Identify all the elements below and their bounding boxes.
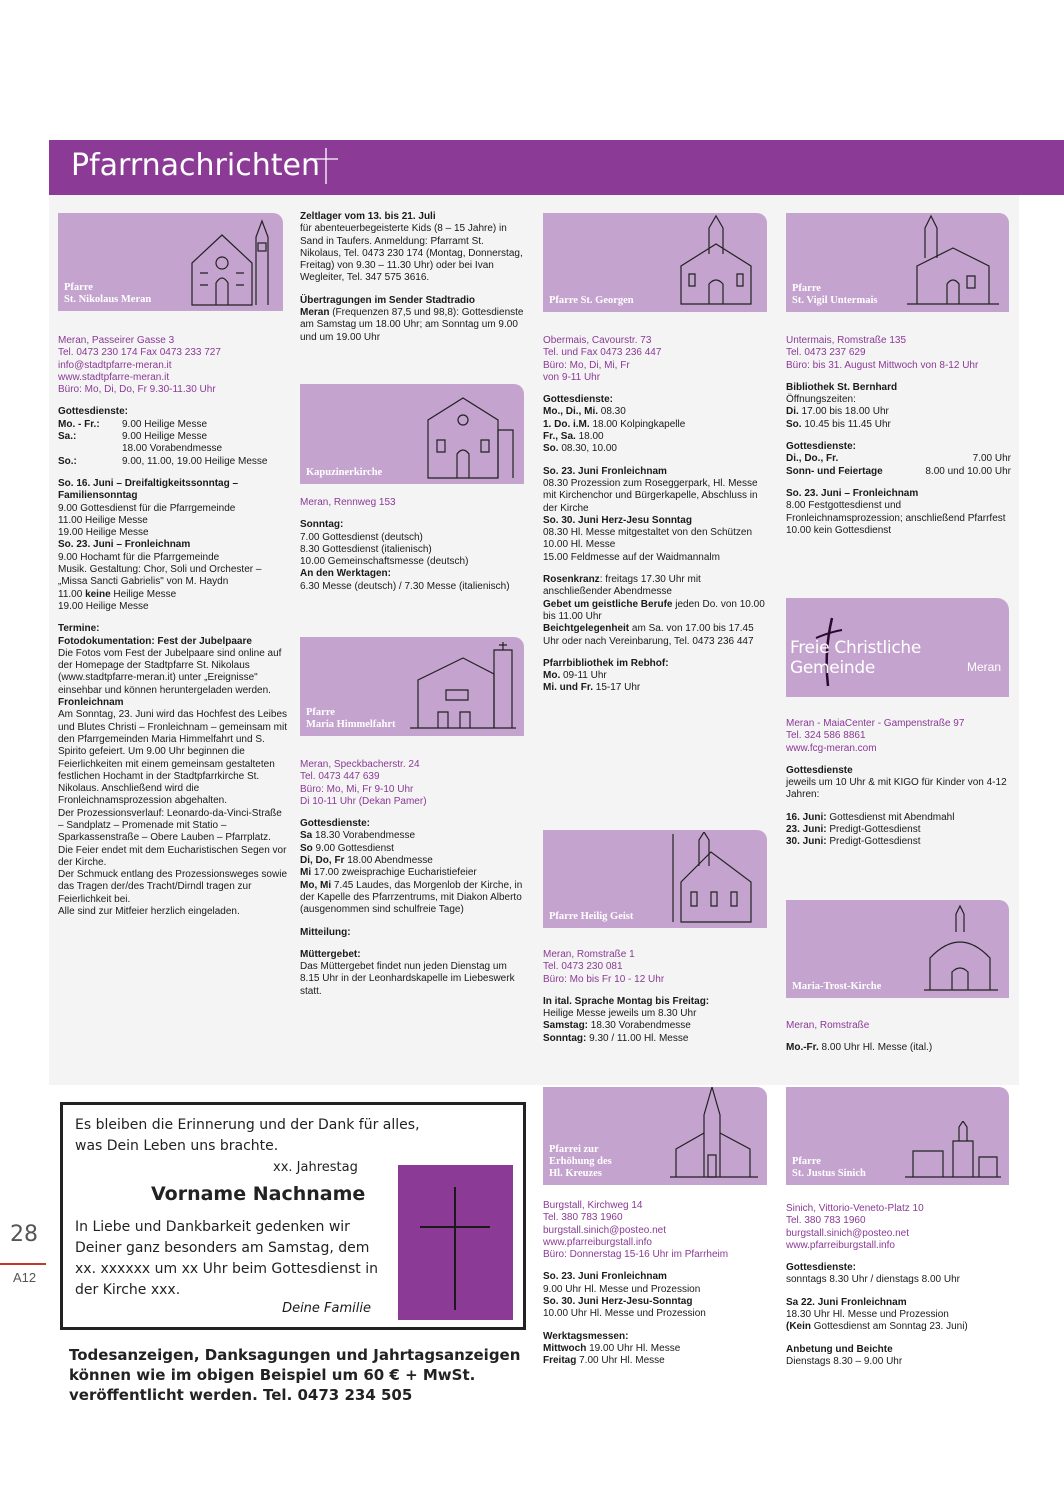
page-number: 28 — [10, 1222, 38, 1247]
schedule-row: 16. Juni: Gottesdienst mit Abendmahl — [786, 811, 955, 823]
ad-cross-panel — [398, 1165, 513, 1320]
paragraph: 8.00 Festgottesdienst und Fronleichnamsprozession; anschließend Pfarrfest — [786, 500, 1006, 524]
parish-box-maria-trost — [786, 900, 1009, 998]
address: Meran, Speckbacherstr. 24 — [300, 759, 420, 770]
column-kapuzinerkirche — [300, 497, 530, 593]
address: Untermais, Romstraße 135 — [786, 335, 907, 346]
text-line: Musik. Gestaltung: Chor, Soli und Orchester – „Missa Sancti Gabrielis" von M. Haydn — [58, 564, 262, 588]
ad-line: Es bleiben die Erinnerung und der Dank für alles, — [75, 1117, 420, 1133]
church-illustration-icon — [666, 1087, 761, 1181]
ad-line: xx. xxxxxx um xx Uhr beim Gottesdienst in — [75, 1261, 378, 1277]
phone: Tel. 0473 230 081 — [543, 961, 623, 973]
section-heading: So. 16. Juni – Dreifaltigkeitssonntag – Familiensonntag — [58, 477, 239, 502]
office-hours: Büro: bis 31. August Mittwoch von 8-12 Uhr — [786, 359, 979, 371]
phone: Tel. und Fax 0473 236 447 — [543, 347, 662, 359]
schedule-row: Mo, Mi 7.45 Laudes, das Morgenlob der Kirche, in der Kapelle des Pfarrzentrums, mit Diakon Alberto (ausgenommen sind schulfreie Tage) — [300, 879, 523, 916]
text-line: 10.00 Gemeinschaftsmesse (deutsch) — [300, 556, 469, 568]
ad-line: In Liebe und Dankbarkeit gedenken wir — [75, 1219, 350, 1235]
section-heading: Werktagsmessen: — [543, 1330, 629, 1342]
phone: Tel. 324 586 8861 — [786, 730, 866, 742]
paragraph: 08.30 Hl. Messe mitgestaltet von den Schützen — [543, 527, 753, 539]
section-heading: So. 23. Juni – Fronleichnam — [58, 539, 191, 551]
paragraph: Am Sonntag, 23. Juni wird das Hochfest des Leibes und Blutes Christi – Fronleichnam – gemeinsam mit den Pfarrgemeinden Maria Himmelfahrt und S. Spirito gefeiert. Um 9.00 Uhr beginnen die Feierlichkeiten mit einem gemeinsam gestalteten festlichen Hochamt in der Stadtpfarrkirche St. Nikolaus. Anschließend wird die Fronleichnamsprozession abgehalten. — [58, 709, 288, 807]
section-heading: An den Werktagen: — [300, 568, 391, 580]
text-line: 11.00 keine Heilige Messe — [58, 588, 177, 600]
parish-box-maria-himmelfahrt — [300, 637, 524, 736]
church-illustration-icon — [903, 1121, 1003, 1181]
office-hours: Büro: Mo, Di, Do, Fr 9.30-11.30 Uhr — [58, 384, 216, 396]
phone: Tel. 0473 237 629 — [786, 347, 866, 359]
text-line: 9.00 Gottesdienst für die Pfarrgemeinde — [58, 502, 236, 514]
paragraph: Alle sind zur Mitfeier herzlich eingeladen. — [58, 906, 240, 918]
section-heading: In ital. Sprache Montag bis Freitag: — [543, 995, 710, 1007]
paragraph: Der Prozessionsverlauf: Leonardo-da-Vinci-Straße – Sandplatz – Promenade mit Statio – Sparkassenstraße – Obere Lauben – Pfarrplatz. Die Feier endet mit dem Eucharistischen Segen vor der Kirche. — [58, 807, 287, 868]
church-illustration-icon — [671, 214, 761, 308]
text-line: 9.00 Hochamt für die Pfarrgemeinde — [58, 551, 220, 563]
schedule-row: Sa 18.30 Vorabendmesse — [300, 830, 416, 842]
schedule-row: 1. Do. i.M. 18.00 Kolpingkapelle — [543, 418, 686, 430]
schedule-row: Sonn- und Feiertage 8.00 und 10.00 Uhr — [786, 465, 1011, 477]
schedule-row: Mo.-Fr. 8.00 Uhr Hl. Messe (ital.) — [786, 1042, 933, 1054]
parish-box-st-justus — [786, 1087, 1009, 1185]
church-illustration-icon — [182, 215, 277, 307]
cross-icon — [311, 146, 341, 186]
schedule-row: So 9.00 Gottesdienst — [300, 842, 394, 854]
text-line: 15.00 Feldmesse auf der Waidmannalm — [543, 551, 720, 563]
fcg-logo-text: Freie Christliche Gemeinde — [790, 638, 922, 678]
parish-box-title: Pfarrei zur Erhöhung des Hl. Kreuzes — [549, 1144, 612, 1179]
section-banner — [49, 140, 1064, 195]
section-heading: Sa 22. Juni Fronleichnam — [786, 1296, 907, 1308]
ad-notice: Todesanzeigen, Danksagungen und Jahrtagsanzeigen können wie im obigen Beispiel um 60 € + MwSt. veröffentlicht werden. Tel. 0473 234 505 — [69, 1346, 521, 1404]
paragraph: Gebet um geistliche Berufe jeden Do. von 10.00 bis 11.00 Uhr — [543, 598, 765, 622]
schedule-row: Di., Do., Fr. 7.00 Uhr — [786, 453, 1011, 465]
column-maria-himmelfahrt — [300, 759, 528, 998]
ad-name: Vorname Nachname — [151, 1183, 366, 1205]
office-hours: Di 10-11 Uhr (Dekan Pamer) — [300, 795, 427, 807]
section-heading: So. 23. Juni Fronleichnam — [543, 1271, 667, 1283]
schedule-row: 23. Juni: Predigt-Gottesdienst — [786, 824, 921, 836]
column-st-nikolaus — [58, 335, 288, 918]
church-illustration-icon — [903, 214, 1003, 308]
ad-signature: Deine Familie — [282, 1301, 371, 1316]
address: Meran - MaiaCenter - Gampenstraße 97 — [786, 718, 965, 729]
memorial-ad — [60, 1102, 526, 1330]
section-heading: Müttergebet: — [300, 948, 361, 960]
address: Meran, Passeirer Gasse 3 — [58, 335, 175, 346]
schedule-row: 18.00 Vorabendmesse — [122, 443, 223, 455]
schedule-row: Mo. - Fr.: 9.00 Heilige Messe — [58, 418, 208, 430]
schedule-row: Di, Do, Fr 18.00 Abendmesse — [300, 855, 433, 867]
section-heading: Gottesdienste: — [786, 1262, 857, 1274]
schedule-row: Mo. 09-11 Uhr — [543, 670, 607, 682]
text-line: 10.00 Hl. Messe — [543, 539, 616, 551]
schedule-row: So. 10.45 bis 11.45 Uhr — [786, 418, 891, 430]
schedule-row: Samstag: 18.30 Vorabendmesse — [543, 1020, 691, 1032]
schedule-row: Mo., Di., Mi. 08.30 — [543, 406, 626, 418]
phone: Tel. 0473 230 174 Fax 0473 233 727 — [58, 347, 221, 359]
office-hours: Büro: Donnerstag 15-16 Uhr im Pfarrheim — [543, 1249, 729, 1261]
text-line: Öffnungszeiten: — [786, 394, 856, 406]
church-illustration-icon — [423, 390, 518, 480]
column-hl-kreuzes — [543, 1200, 768, 1368]
website-link[interactable]: www.pfarreiburgstall.info — [543, 1236, 652, 1248]
church-illustration-icon — [918, 902, 1003, 994]
parish-box-st-vigil — [786, 213, 1009, 312]
schedule-row: Mi. und Fr. 15-17 Uhr — [543, 682, 641, 694]
paragraph: für abenteuerbegeisterte Kids (8 – 15 Jahre) in Sand in Taufers. Anmeldung: Pfarramt St. Nikolaus, Tel. 0473 230 174 (Montag, Donnerstag, Freitag) von 9.30 – 11.30 Uhr) oder bei Ivan Wegleiter, Tel. 347 575 3616. — [300, 223, 523, 284]
section-heading: Mitteilung: — [300, 926, 351, 938]
section-heading: So. 30. Juni Herz-Jesu-Sonntag — [543, 1296, 693, 1308]
text-line: 8.30 Gottesdienst (italienisch) — [300, 543, 432, 555]
paragraph: Die Fotos vom Fest der Jubelpaare sind online auf der Homepage der Stadtpfarre St. Nikolaus (www.stadtpfarre-meran.it) unter „Ereignisse" einsehbar und können heruntergeladen werden. — [58, 647, 282, 696]
schedule-row: Sa.: 9.00 Heilige Messe — [58, 431, 208, 443]
office-hours: von 9-11 Uhr — [543, 371, 601, 383]
paragraph: Meran (Frequenzen 87,5 und 98,8): Gottesdienste am Samstag um 18.00 Uhr; am Sonntag um 9.00 und um 19.00 Uhr — [300, 307, 524, 343]
paragraph: Beichtgelegenheit am Sa. von 17.00 bis 17.45 Uhr oder nach Vereinbarung, Tel. 0473 236 447 — [543, 623, 754, 647]
section-heading: Bibliothek St. Bernhard — [786, 381, 898, 393]
address: Meran, Romstraße — [786, 1020, 870, 1031]
parish-box-title: Pfarre St. Nikolaus Meran — [64, 282, 152, 305]
ad-line: Deiner ganz besonders am Samstag, dem — [75, 1240, 370, 1256]
ad-anniversary: xx. Jahrestag — [273, 1160, 358, 1175]
text-line: 19.00 Heilige Messe — [58, 527, 149, 539]
page-title: Pfarrnachrichten — [71, 148, 320, 183]
page-code: A12 — [13, 1270, 37, 1285]
schedule-row: So. 08.30, 10.00 — [543, 443, 617, 455]
schedule-row: 30. Juni: Predigt-Gottesdienst — [786, 836, 921, 848]
parish-box-title: Pfarre St. Georgen — [549, 295, 634, 306]
parish-box-title: Pfarre St. Vigil Untermais — [792, 283, 878, 306]
text-line: Dienstags 8.30 – 9.00 Uhr — [786, 1355, 903, 1367]
column-two-top — [300, 211, 525, 344]
paragraph: Der Schmuck entlang des Prozessionsweges sowie das Tragen der/des Tracht/Dirndl tragen zur Feierlichkeit bei. — [58, 869, 287, 905]
section-heading: Gottesdienste — [786, 764, 853, 776]
section-heading: So. 23. Juni – Fronleichnam — [786, 487, 919, 499]
schedule-row: Fr., Sa. 18.00 — [543, 431, 604, 443]
ad-line: was Dein Leben uns brachte. — [75, 1138, 279, 1154]
church-illustration-icon — [671, 832, 761, 924]
section-heading: Gottesdienste: — [543, 394, 614, 406]
address: Meran, Romstraße 1 — [543, 949, 635, 960]
parish-box-heilig-geist — [543, 830, 767, 928]
parish-box-kapuzinerkirche — [300, 384, 524, 484]
office-hours: Büro: Mo, Di, Mi, Fr — [543, 359, 630, 371]
parish-box-title: Maria-Trost-Kirche — [792, 981, 882, 992]
email-link[interactable]: burgstall.sinich@posteo.net — [786, 1227, 909, 1239]
schedule-row: Mittwoch 19.00 Uhr Hl. Messe — [543, 1342, 681, 1354]
text-line: 7.00 Gottesdienst (deutsch) — [300, 531, 423, 543]
column-st-vigil — [786, 335, 1011, 537]
section-heading: So. 23. Juni Fronleichnam — [543, 465, 667, 477]
fcg-logo-box — [786, 598, 1009, 697]
website-link[interactable]: www.pfarreiburgstall.info — [786, 1239, 895, 1251]
ad-line: der Kirche xxx. — [75, 1282, 181, 1298]
column-fcg — [786, 718, 1011, 849]
parish-box-title: Pfarre Heilig Geist — [549, 911, 634, 922]
office-hours: Büro: Mo bis Fr 10 - 12 Uhr — [543, 973, 665, 985]
section-heading: Gottesdienste: — [786, 441, 857, 453]
website-link[interactable]: www.fcg-meran.com — [786, 742, 877, 754]
phone: Tel. 380 783 1960 — [786, 1215, 866, 1227]
column-heilig-geist — [543, 949, 768, 1045]
text-line: 6.30 Messe (deutsch) / 7.30 Messe (italienisch) — [300, 580, 510, 592]
schedule-row: So.: 9.00, 11.00, 19.00 Heilige Messe — [58, 455, 268, 467]
text-line: (Kein Gottesdienst am Sonntag 23. Juni) — [786, 1321, 968, 1333]
schedule-row: Sonntag: 9.30 / 11.00 Hl. Messe — [543, 1032, 689, 1044]
office-hours: Büro: Mo, Mi, Fr 9-10 Uhr — [300, 783, 414, 795]
section-heading: Gottesdienste: — [300, 818, 371, 830]
section-heading: Pfarrbibliothek im Rebhof: — [543, 657, 669, 669]
schedule-row: Mi 17.00 zweisprachige Eucharistiefeier — [300, 867, 477, 879]
church-illustration-icon — [408, 640, 518, 732]
section-heading: Übertragungen im Sender Stadtradio — [300, 294, 476, 306]
phone: Tel. 380 783 1960 — [543, 1212, 623, 1224]
parish-box-st-georgen — [543, 213, 767, 312]
paragraph: jeweils um 10 Uhr & mit KIGO für Kinder von 4-12 Jahren: — [786, 777, 1007, 801]
fcg-logo-subtitle: Meran — [966, 660, 1001, 674]
text-line: sonntags 8.30 Uhr / dienstags 8.00 Uhr — [786, 1274, 960, 1286]
schedule-row: Di. 17.00 bis 18.00 Uhr — [786, 406, 889, 418]
section-heading: Fronleichnam — [58, 697, 124, 709]
text-line: Heilige Messe jeweils um 8.30 Uhr — [543, 1008, 697, 1020]
section-heading: Zeltlager vom 13. bis 21. Juli — [300, 211, 436, 222]
section-heading: Fotodokumentation: Fest der Jubelpaare — [58, 635, 252, 647]
section-heading: Anbetung und Beichte — [786, 1343, 893, 1355]
page-rule — [0, 1263, 46, 1265]
column-maria-trost — [786, 1020, 1011, 1055]
address: Obermais, Cavourstr. 73 — [543, 335, 652, 346]
paragraph: Das Müttergebet findet nun jeden Dienstag um 8.15 Uhr in der Leonhardskapelle im Liebeswerk statt. — [300, 961, 515, 997]
column-st-georgen — [543, 335, 768, 695]
text-line: 10.00 Uhr Hl. Messe und Prozession — [543, 1308, 706, 1320]
parish-box-hl-kreuzes — [543, 1087, 767, 1185]
section-heading: Sonntag: — [300, 519, 344, 531]
email-link[interactable]: info@stadtpfarre-meran.it — [58, 359, 172, 371]
text-line: 10.00 kein Gottesdienst — [786, 524, 892, 536]
website-link[interactable]: www.stadtpfarre-meran.it — [58, 371, 170, 383]
text-line: 19.00 Heilige Messe — [58, 600, 149, 612]
address: Meran, Rennweg 153 — [300, 497, 396, 508]
parish-box-title: Pfarre Maria Himmelfahrt — [306, 707, 396, 730]
address: Burgstall, Kirchweg 14 — [543, 1200, 643, 1211]
paragraph: Rosenkranz: freitags 17.30 Uhr mit anschließender Abendmesse — [543, 574, 701, 598]
phone: Tel. 0473 447 639 — [300, 771, 380, 783]
parish-box-title: Kapuzinerkirche — [306, 467, 383, 478]
text-line: 18.30 Uhr Hl. Messe und Prozession — [786, 1309, 949, 1321]
email-link[interactable]: burgstall.sinich@posteo.net — [543, 1224, 666, 1236]
address: Sinich, Vittorio-Veneto-Platz 10 — [786, 1203, 924, 1214]
text-line: 11.00 Heilige Messe — [58, 514, 148, 526]
section-heading: Termine: — [58, 623, 100, 635]
paragraph: 08.30 Prozession zum Roseggerpark, Hl. Messe mit Kirchenchor und Bürgerkapelle, Abschluss in der Kirche — [543, 477, 758, 514]
section-heading: Gottesdienste: — [58, 406, 129, 418]
parish-box-title: Pfarre St. Justus Sinich — [792, 1156, 866, 1179]
parish-box-st-nikolaus — [58, 213, 283, 311]
section-heading: So. 30. Juni Herz-Jesu Sonntag — [543, 514, 692, 526]
column-st-justus — [786, 1203, 1011, 1368]
text-line: 9.00 Uhr Hl. Messe und Prozession — [543, 1283, 701, 1295]
cross-icon — [398, 1165, 513, 1320]
schedule-row: Freitag 7.00 Uhr Hl. Messe — [543, 1355, 665, 1367]
